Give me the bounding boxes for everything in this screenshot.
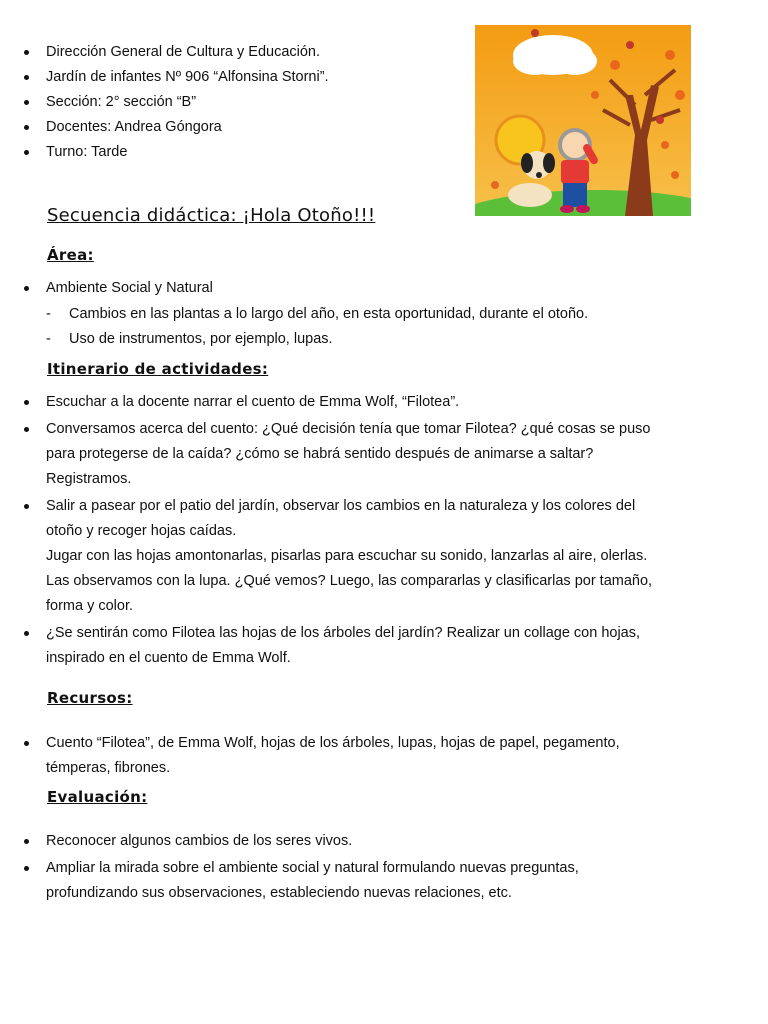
evaluacion-item: Ampliar la mirada sobre el ambiente social y natural formulando nuevas preguntas, profundizando sus observaciones, estableciendo nuevas relaciones, etc.: [0, 856, 666, 906]
area-sublist: [0, 302, 588, 352]
area-subitem: - Cambios en las plantas a lo largo del año, en esta oportunidad, durante el otoño.: [0, 302, 588, 327]
evaluacion-list: [0, 829, 666, 906]
header-item: Turno: Tarde: [0, 140, 666, 165]
itinerario-heading: Itinerario de actividades:: [47, 360, 269, 378]
recursos-item: Cuento “Filotea”, de Emma Wolf, hojas de los árboles, lupas, hojas de papel, pegamento, témperas, fibrones.: [0, 731, 666, 781]
evaluacion-heading: Evaluación:: [47, 788, 148, 806]
area-subitem: - Uso de instrumentos, por ejemplo, lupas.: [0, 327, 588, 352]
itinerario-item: Conversamos acerca del cuento: ¿Qué decisión tenía que tomar Filotea? ¿qué cosas se puso para protegerse de la caída? ¿cómo se habrá sentido después de animarse a saltar? Registramos.: [0, 417, 666, 492]
header-item: Docentes: Andrea Góngora: [0, 115, 666, 140]
autumn-illustration: [475, 25, 691, 216]
itinerario-item: Salir a pasear por el patio del jardín, observar los cambios en la naturaleza y los colores del otoño y recoger hojas caídas. Jugar con las hojas amontonarlas, pisarlas para escuchar su sonido, lanzarlas al aire, olerlas. Las observamos con la lupa. ¿Qué vemos? Luego, las compararlas y clasificarlas por tamaño, forma y color.: [0, 494, 666, 619]
area-item: Ambiente Social y Natural: [0, 276, 666, 301]
header-item: Jardín de infantes Nº 906 “Alfonsina Storni”.: [0, 65, 666, 90]
recursos-heading: Recursos:: [47, 689, 133, 707]
area-list: [0, 276, 666, 301]
evaluacion-item: Reconocer algunos cambios de los seres vivos.: [0, 829, 666, 854]
itinerario-item: ¿Se sentirán como Filotea las hojas de los árboles del jardín? Realizar un collage con hojas, inspirado en el cuento de Emma Wolf.: [0, 621, 666, 671]
header-item: Sección: 2° sección “B”: [0, 90, 666, 115]
itinerario-list: [0, 390, 666, 671]
itinerario-item: Escuchar a la docente narrar el cuento de Emma Wolf, “Filotea”.: [0, 390, 666, 415]
page-title: Secuencia didáctica: ¡Hola Otoño!!!: [47, 205, 376, 226]
header-item: Dirección General de Cultura y Educación.: [0, 40, 666, 65]
recursos-list: [0, 731, 666, 781]
area-heading: Área:: [47, 246, 94, 264]
